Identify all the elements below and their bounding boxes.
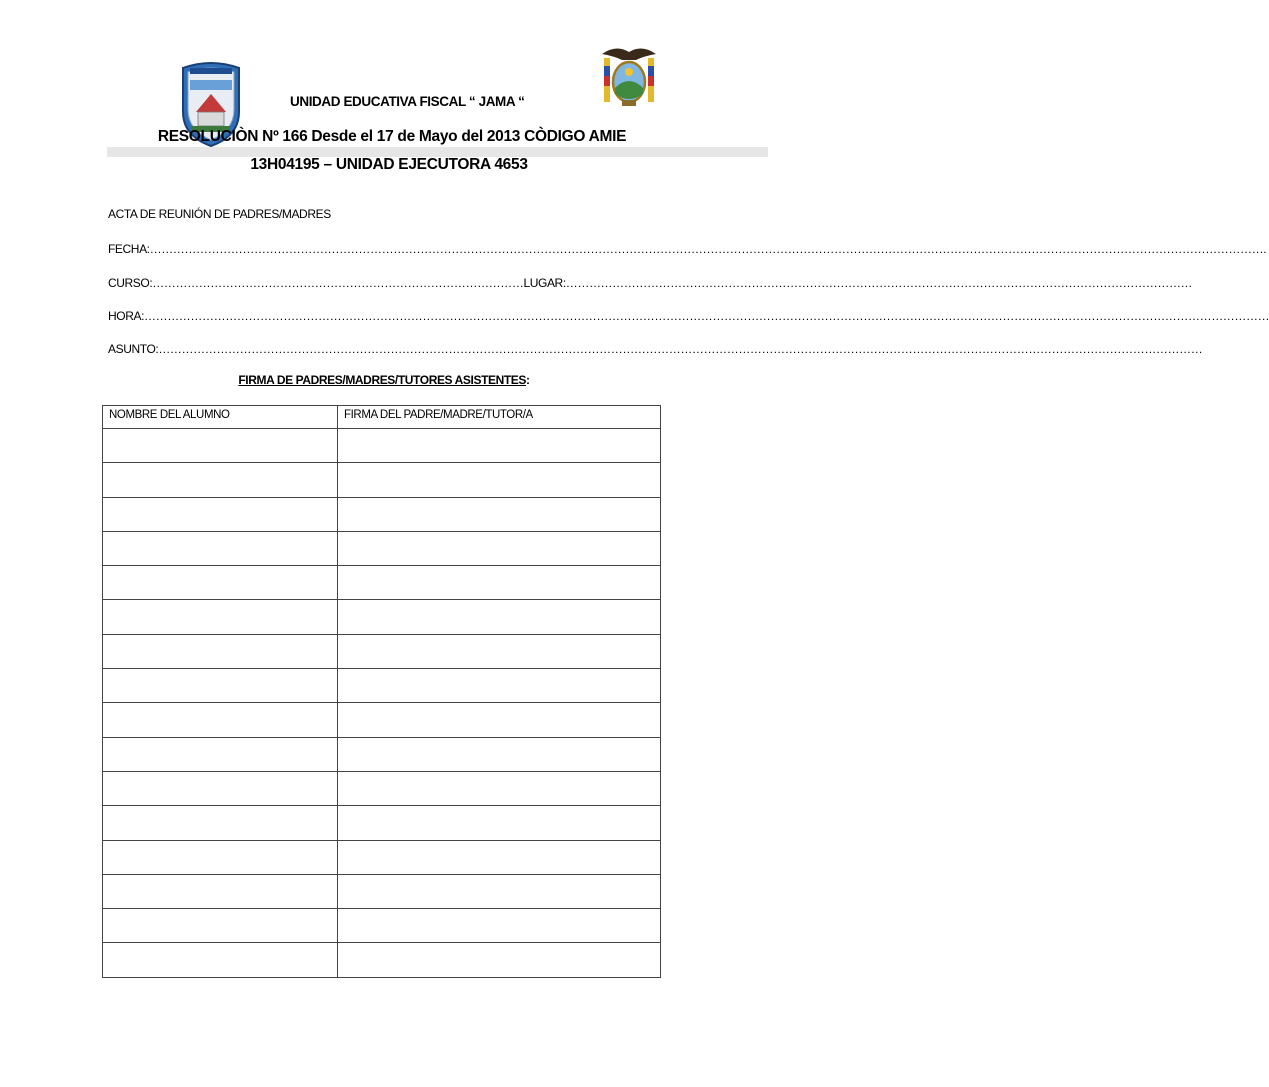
table-row bbox=[103, 497, 661, 531]
guardian-signature-cell[interactable] bbox=[338, 600, 661, 634]
student-name-cell[interactable] bbox=[103, 840, 338, 874]
guardian-signature-cell[interactable] bbox=[338, 634, 661, 668]
student-name-cell[interactable] bbox=[103, 771, 338, 805]
table-row bbox=[103, 874, 661, 908]
signature-table-body bbox=[103, 429, 661, 978]
student-name-cell[interactable] bbox=[103, 669, 338, 703]
table-row bbox=[103, 943, 661, 977]
table-row bbox=[103, 600, 661, 634]
student-name-cell[interactable] bbox=[103, 497, 338, 531]
guardian-signature-cell[interactable] bbox=[338, 943, 661, 977]
student-name-cell[interactable] bbox=[103, 806, 338, 840]
table-row bbox=[103, 840, 661, 874]
table-header-row bbox=[103, 406, 661, 429]
table-row bbox=[103, 771, 661, 805]
student-name-cell[interactable] bbox=[103, 531, 338, 565]
firma-heading-text: FIRMA DE PADRES/MADRES/TUTORES ASISTENTES bbox=[238, 373, 527, 387]
guardian-signature-cell[interactable] bbox=[338, 429, 661, 463]
guardian-signature-cell[interactable] bbox=[338, 566, 661, 600]
student-name-cell[interactable] bbox=[103, 943, 338, 977]
guardian-signature-cell[interactable] bbox=[338, 909, 661, 943]
table-row bbox=[103, 909, 661, 943]
signature-table bbox=[102, 405, 661, 978]
firma-heading-colon: : bbox=[526, 373, 530, 387]
table-row bbox=[103, 669, 661, 703]
table-row bbox=[103, 429, 661, 463]
student-name-cell[interactable] bbox=[103, 634, 338, 668]
column-header-guardian-signature: FIRMA DEL PADRE/MADRE/TUTOR/A bbox=[338, 406, 661, 429]
table-row bbox=[103, 806, 661, 840]
school-title: UNIDAD EDUCATIVA FISCAL “ JAMA “ bbox=[290, 94, 525, 109]
guardian-signature-cell[interactable] bbox=[338, 771, 661, 805]
asunto-field: ASUNTO:……………………………………………………………………………………………………………………………………………………………………………………………………………………………………………… bbox=[108, 342, 1203, 356]
table-row bbox=[103, 531, 661, 565]
student-name-cell[interactable] bbox=[103, 909, 338, 943]
guardian-signature-cell[interactable] bbox=[338, 531, 661, 565]
student-name-cell[interactable] bbox=[103, 737, 338, 771]
table-row bbox=[103, 463, 661, 497]
guardian-signature-cell[interactable] bbox=[338, 497, 661, 531]
table-row bbox=[103, 634, 661, 668]
table-row bbox=[103, 703, 661, 737]
table-row bbox=[103, 566, 661, 600]
guardian-signature-cell[interactable] bbox=[338, 463, 661, 497]
guardian-signature-cell[interactable] bbox=[338, 840, 661, 874]
student-name-cell[interactable] bbox=[103, 566, 338, 600]
guardian-signature-cell[interactable] bbox=[338, 703, 661, 737]
firma-heading bbox=[0, 373, 768, 387]
guardian-signature-cell[interactable] bbox=[338, 737, 661, 771]
student-name-cell[interactable] bbox=[103, 600, 338, 634]
hora-field: HORA:………………………………………………………………………………………………………………………………………………………………………………………………………………………………………………………………… bbox=[108, 309, 1269, 323]
guardian-signature-cell[interactable] bbox=[338, 874, 661, 908]
resolution-line-2: 13H04195 – UNIDAD EJECUTORA 4653 bbox=[250, 156, 528, 173]
resolution-line-1: RESOLUCIÒN Nº 166 Desde el 17 de Mayo del 2013 CÒDIGO AMIE bbox=[157, 128, 627, 145]
ecuador-coat-of-arms-icon bbox=[598, 44, 660, 110]
student-name-cell[interactable] bbox=[103, 429, 338, 463]
fecha-field: FECHA:………………………………………………………………………………………………………………………………………………………………………………………………………………………………………………………………. bbox=[108, 242, 1267, 256]
column-header-student-name: NOMBRE DEL ALUMNO bbox=[103, 406, 338, 429]
student-name-cell[interactable] bbox=[103, 463, 338, 497]
curso-lugar-field: CURSO:……………………………………………………………………………………LUGAR:……………………………………………………………………………………………………………………………………………… bbox=[108, 276, 1193, 290]
guardian-signature-cell[interactable] bbox=[338, 669, 661, 703]
table-row bbox=[103, 737, 661, 771]
acta-title: ACTA DE REUNIÓN DE PADRES/MADRES bbox=[108, 207, 331, 221]
student-name-cell[interactable] bbox=[103, 703, 338, 737]
student-name-cell[interactable] bbox=[103, 874, 338, 908]
guardian-signature-cell[interactable] bbox=[338, 806, 661, 840]
